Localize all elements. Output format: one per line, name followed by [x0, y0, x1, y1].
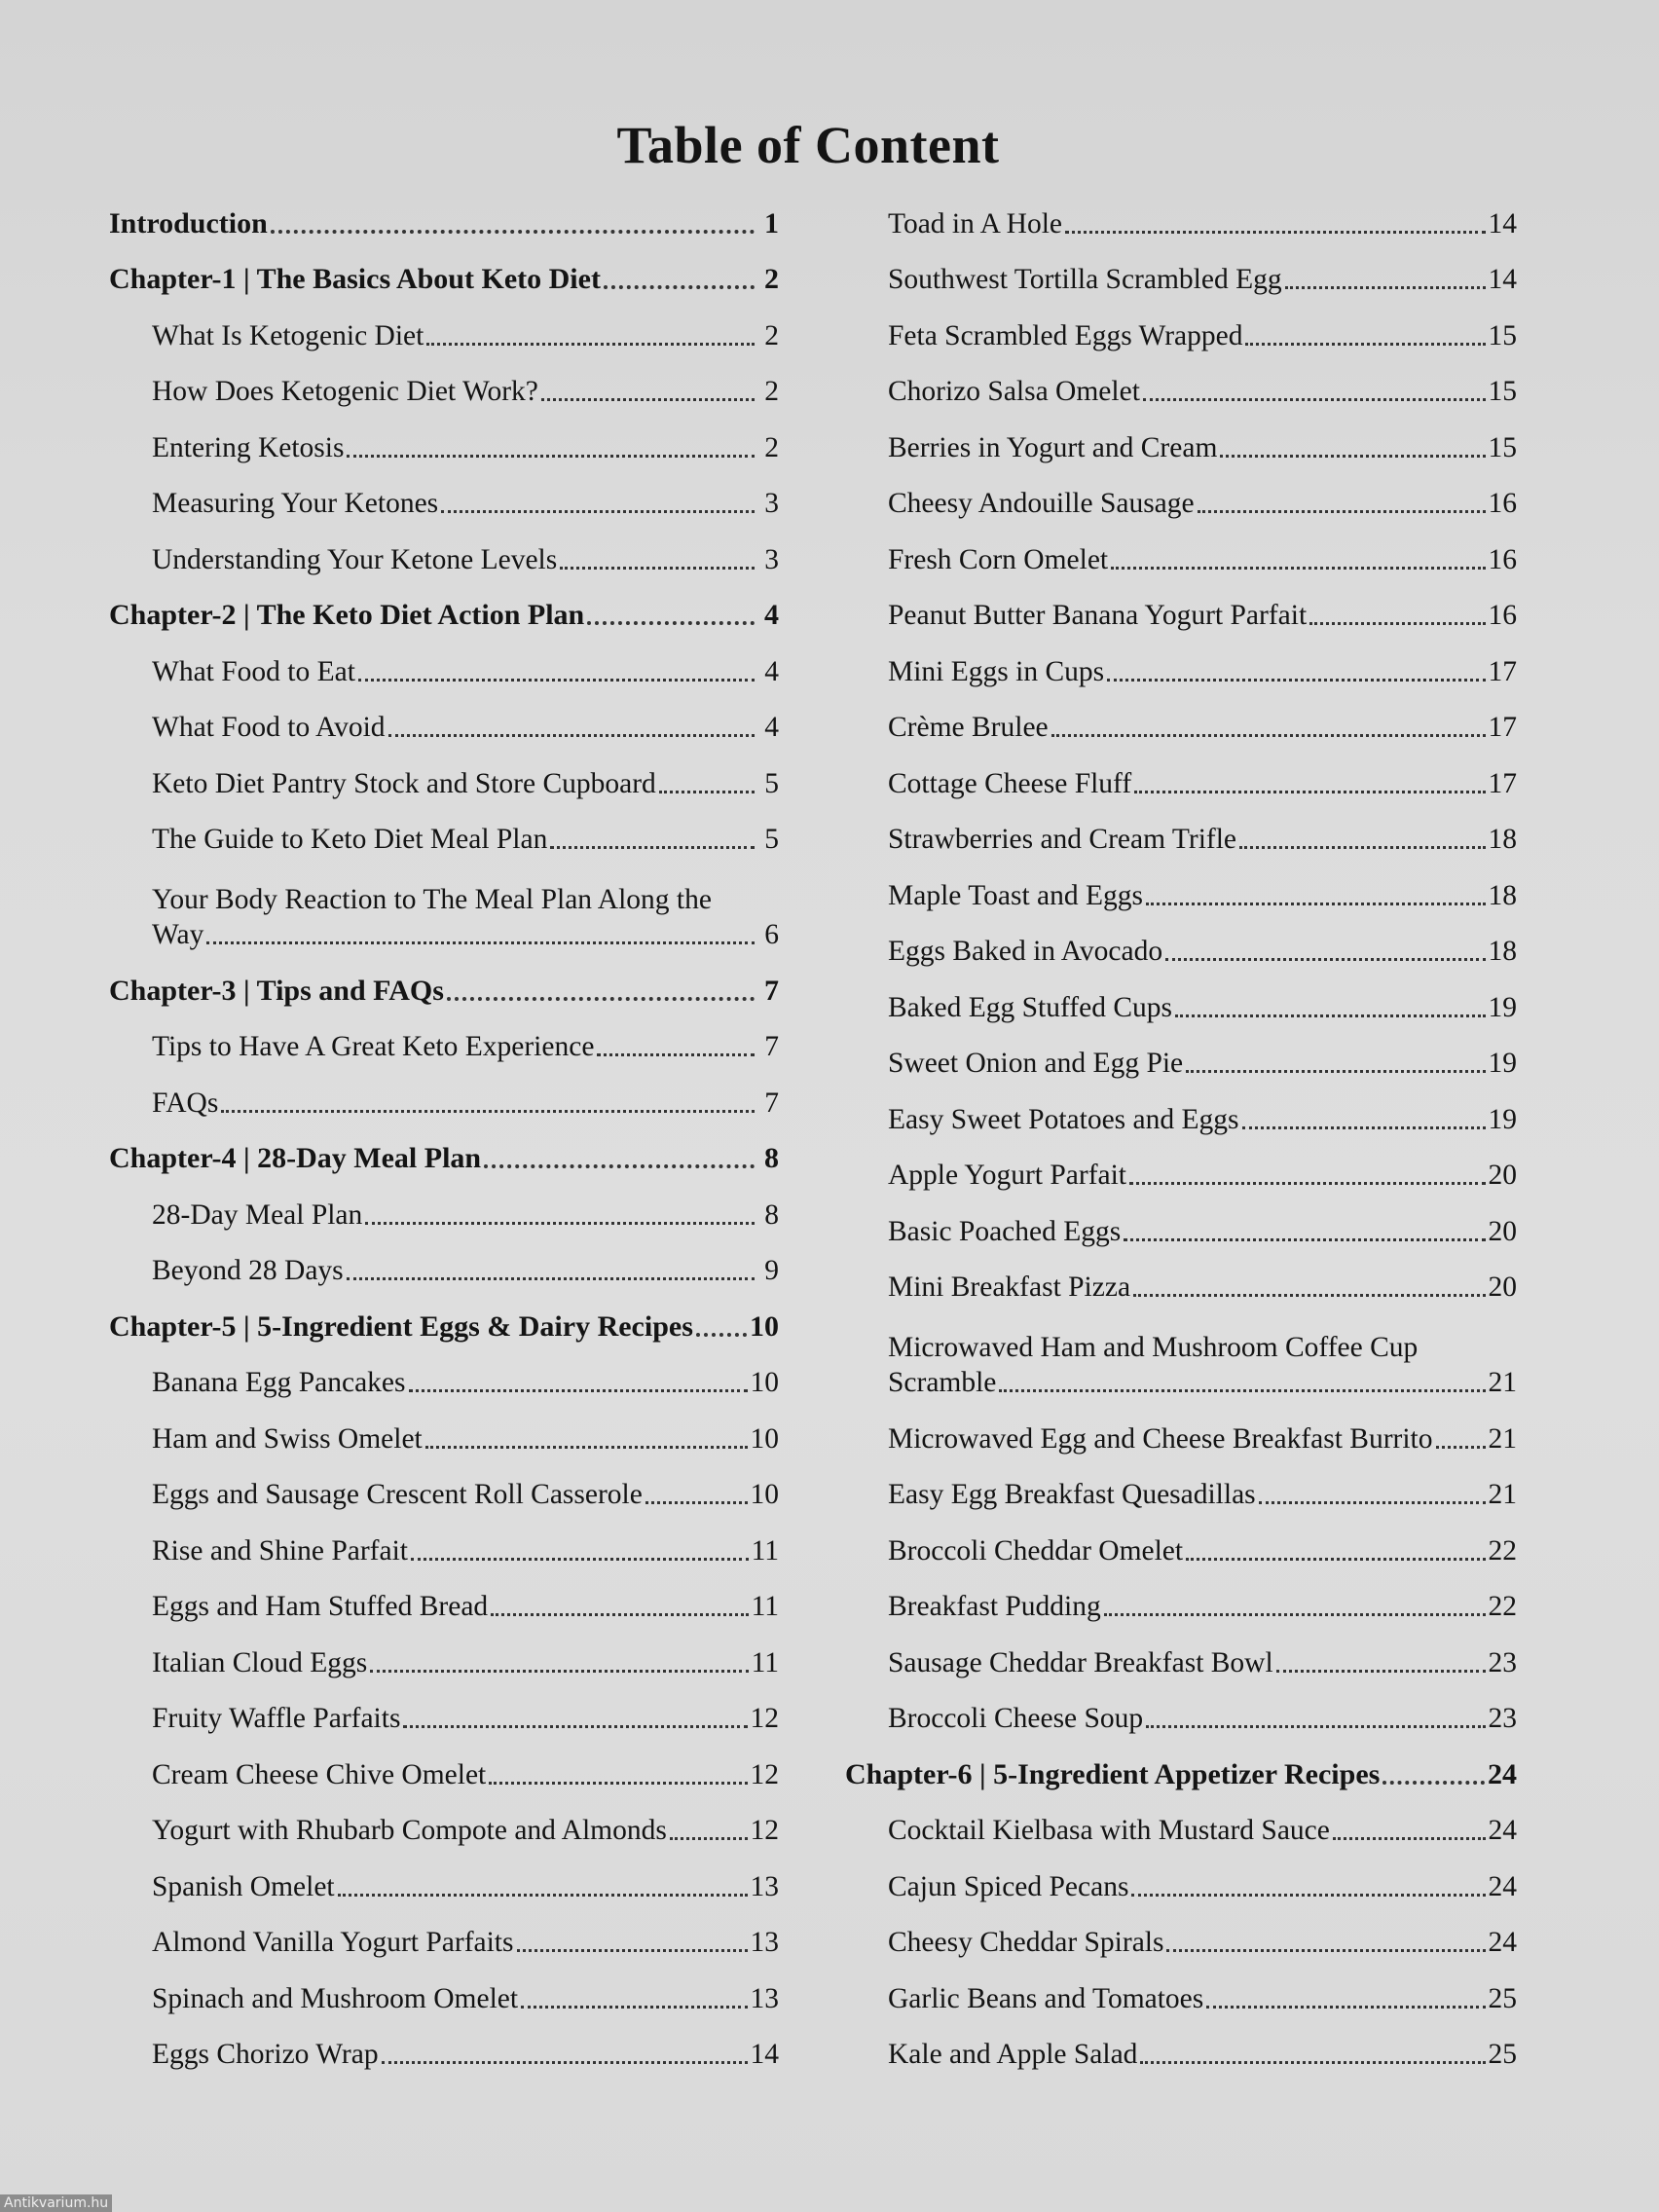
toc-entry-label: Chapter-6 | 5-Ingredient Appetizer Recipes [845, 1757, 1381, 1790]
toc-page-number: 15 [1488, 376, 1517, 407]
dot-leader [1051, 734, 1486, 737]
toc-entry-label-cont: Way [152, 919, 204, 950]
dot-leader [1104, 1613, 1486, 1616]
dot-leader [388, 734, 755, 737]
toc-page-number: 10 [750, 1367, 779, 1398]
dot-leader [1382, 1781, 1485, 1785]
toc-entry [109, 1176, 779, 1233]
toc-entry [845, 1568, 1517, 1625]
dot-leader [447, 997, 755, 1001]
toc-page-number: 20 [1488, 1160, 1517, 1191]
toc-entry-label: Berries in Yogurt and Cream [888, 431, 1218, 463]
toc-entry [109, 1456, 779, 1513]
dot-leader [365, 1222, 755, 1225]
toc-entry [109, 1680, 779, 1737]
toc-page-number: 12 [750, 1703, 779, 1734]
dot-leader [1242, 1126, 1486, 1129]
toc-entry-label: Easy Sweet Potatoes and Eggs [888, 1103, 1239, 1135]
toc-page-number: 24 [1488, 1815, 1517, 1846]
toc-page-number: 7 [764, 1087, 779, 1119]
toc-page-number: 3 [764, 543, 779, 575]
dot-leader [1239, 846, 1485, 849]
toc-entry-label-cont: Scramble [888, 1367, 997, 1398]
toc-page-number: 24 [1488, 1757, 1517, 1790]
toc-entry [109, 353, 779, 410]
toc-page-number: 2 [764, 319, 779, 351]
toc-entry-label: Microwaved Ham and Mushroom Coffee Cup [888, 1332, 1419, 1363]
toc-page-number: 11 [751, 1534, 779, 1567]
toc-page-number: 22 [1488, 1591, 1517, 1622]
toc-page-number: 14 [750, 2039, 779, 2070]
dot-leader [1166, 1949, 1485, 1952]
toc-entry-label: Easy Egg Breakfast Quesadillas [888, 1479, 1256, 1510]
toc-entry-label: Breakfast Pudding [888, 1591, 1101, 1622]
toc-entry [845, 969, 1517, 1025]
toc-page-number: 15 [1488, 319, 1517, 351]
toc-entry [845, 185, 1517, 241]
toc-page-number: 6 [764, 919, 779, 950]
dot-leader [1309, 622, 1485, 625]
toc-entry [845, 241, 1517, 298]
dot-leader [696, 1333, 747, 1337]
dot-leader [491, 1613, 748, 1616]
toc-entry [109, 745, 779, 801]
toc-page-number: 19 [1488, 1048, 1517, 1079]
toc-page-number: 20 [1488, 1215, 1517, 1247]
dot-leader [1245, 343, 1485, 346]
dot-leader [1175, 1014, 1486, 1017]
toc-entry [109, 801, 779, 858]
toc-page-number: 2 [764, 263, 779, 295]
toc-page-number: 4 [764, 712, 779, 743]
toc-page-number: 15 [1488, 431, 1517, 463]
toc-entry [845, 1624, 1517, 1680]
toc-entry-label: Apple Yogurt Parfait [888, 1160, 1127, 1191]
toc-entry-label: Chapter-5 | 5-Ingredient Eggs & Dairy Recipes [109, 1309, 693, 1343]
toc-entry [845, 857, 1517, 913]
toc-entry [845, 521, 1517, 577]
toc-entry-label: Broccoli Cheese Soup [888, 1703, 1144, 1734]
toc-page-number: 9 [764, 1255, 779, 1286]
dot-leader [1131, 1894, 1485, 1897]
toc-chapter-entry [845, 1736, 1517, 1792]
toc-entry [845, 1081, 1517, 1137]
toc-page-number: 24 [1488, 1927, 1517, 1958]
toc-entry-label: Cottage Cheese Fluff [888, 767, 1132, 799]
toc-entry [109, 2016, 779, 2073]
toc-entry-label: Introduction [109, 206, 268, 240]
toc-page-number: 22 [1488, 1534, 1517, 1567]
toc-page-number: 21 [1488, 1422, 1517, 1455]
toc-entry [845, 745, 1517, 801]
toc-page-number: 4 [764, 599, 779, 631]
toc-entry [109, 689, 779, 746]
toc-chapter-entry [109, 952, 779, 1009]
toc-entry [845, 1137, 1517, 1194]
toc-page-number: 23 [1488, 1646, 1517, 1678]
toc-entry [109, 1568, 779, 1625]
dot-leader [560, 567, 755, 570]
toc-entry [845, 1249, 1517, 1306]
toc-page-number: 23 [1488, 1703, 1517, 1734]
dot-leader [206, 941, 755, 944]
toc-entry-label: What Food to Eat [152, 655, 355, 687]
dot-leader [541, 398, 755, 401]
toc-page-number: 17 [1488, 712, 1517, 743]
toc-entry-label: Fruity Waffle Parfaits [152, 1703, 401, 1734]
toc-page-number: 20 [1488, 1272, 1517, 1303]
toc-entry-label: Maple Toast and Eggs [888, 879, 1144, 911]
toc-chapter-entry [109, 577, 779, 634]
dot-leader [221, 1110, 755, 1113]
toc-entry [109, 1009, 779, 1065]
toc-entry-label: Toad in A Hole [888, 207, 1063, 240]
toc-entry-label: Basic Poached Eggs [888, 1215, 1122, 1247]
toc-page-number: 24 [1488, 1870, 1517, 1902]
toc-entry [109, 1064, 779, 1121]
toc-page-number: 13 [750, 1982, 779, 2014]
toc-entry-label: Understanding Your Ketone Levels [152, 543, 558, 575]
toc-entry-label: Beyond 28 Days [152, 1255, 344, 1286]
dot-leader [347, 455, 755, 458]
toc-entry-label: Southwest Tortilla Scrambled Egg [888, 264, 1282, 295]
dot-leader [1436, 1446, 1486, 1449]
toc-page-number: 19 [1488, 991, 1517, 1023]
toc-entry-label: Cream Cheese Chive Omelet [152, 1758, 487, 1790]
dot-leader [521, 2006, 747, 2009]
dot-leader [659, 791, 755, 793]
toc-page-number: 16 [1488, 600, 1517, 631]
toc-entry [109, 633, 779, 689]
toc-entry [845, 465, 1517, 522]
dot-leader [1107, 679, 1485, 682]
toc-entry [845, 801, 1517, 858]
toc-entry [109, 1512, 779, 1568]
toc-page-number: 17 [1488, 767, 1517, 799]
toc-page-number: 25 [1488, 2039, 1517, 2070]
toc-page-number: 11 [751, 1591, 779, 1622]
toc-entry [845, 913, 1517, 970]
toc-entry [109, 521, 779, 577]
toc-right-column [845, 185, 1517, 2072]
dot-leader [1259, 1501, 1486, 1504]
toc-entry-label: Mini Eggs in Cups [888, 655, 1105, 687]
toc-left-column [109, 185, 779, 2072]
toc-page-number: 5 [764, 767, 779, 799]
toc-entry-label: Entering Ketosis [152, 431, 345, 463]
toc-entry [109, 465, 779, 522]
toc-entry [109, 1400, 779, 1456]
dot-leader [1146, 1725, 1485, 1728]
dot-leader [441, 510, 755, 513]
dot-leader [999, 1389, 1485, 1392]
dot-leader [1124, 1238, 1485, 1241]
toc-page-number: 10 [750, 1309, 779, 1343]
toc-entry-label: Rise and Shine Parfait [152, 1534, 408, 1567]
toc-entry-label: Microwaved Egg and Cheese Breakfast Burrito [888, 1422, 1433, 1455]
dot-leader [1140, 2061, 1485, 2064]
toc-page-number: 16 [1488, 488, 1517, 519]
dot-leader [597, 1053, 755, 1056]
dot-leader [338, 1894, 748, 1897]
toc-page-number: 25 [1488, 1982, 1517, 2014]
toc-page-number: 16 [1488, 543, 1517, 575]
toc-entry [109, 857, 779, 952]
toc-entry [845, 409, 1517, 465]
dot-leader [1198, 510, 1486, 513]
dot-leader [1285, 286, 1486, 289]
toc-page-number: 7 [764, 1031, 779, 1062]
dot-leader [1065, 231, 1485, 234]
toc-entry-label: Cajun Spiced Pecans [888, 1870, 1129, 1902]
toc-entry [845, 1512, 1517, 1568]
page-title: Table of Content [616, 116, 1000, 174]
toc-entry-label: Baked Egg Stuffed Cups [888, 991, 1172, 1023]
toc-entry-continuation [888, 1365, 1517, 1400]
toc-page-number: 5 [764, 824, 779, 855]
dot-leader [1186, 1070, 1485, 1073]
toc-page-number: 2 [764, 431, 779, 463]
toc-entry-label: How Does Ketogenic Diet Work? [152, 376, 538, 407]
toc-entry [845, 1025, 1517, 1082]
dot-leader [489, 1782, 747, 1785]
dot-leader [645, 1501, 748, 1504]
dot-leader [425, 1446, 748, 1449]
toc-entry-label: What Is Ketogenic Diet [152, 319, 424, 351]
dot-leader [403, 1725, 747, 1728]
toc-page-number: 17 [1488, 655, 1517, 687]
toc-entry [109, 1960, 779, 2016]
dot-leader [1134, 791, 1485, 793]
toc-page-number: 10 [750, 1422, 779, 1455]
toc-entry [109, 1792, 779, 1849]
toc-chapter-entry [109, 1288, 779, 1345]
toc-entry-label: Tips to Have A Great Keto Experience [152, 1031, 595, 1062]
toc-entry [845, 633, 1517, 689]
toc-entry-label: What Food to Avoid [152, 712, 386, 743]
dot-leader [484, 1164, 755, 1168]
toc-page-number: 10 [750, 1479, 779, 1510]
toc-entry-label: Cocktail Kielbasa with Mustard Sauce [888, 1815, 1330, 1846]
toc-page-number: 12 [750, 1758, 779, 1790]
toc-entry [845, 1305, 1517, 1400]
toc-entry-label: Garlic Beans and Tomatoes [888, 1982, 1204, 2014]
toc-page-number: 8 [764, 1198, 779, 1231]
toc-entry-label: Ham and Swiss Omelet [152, 1422, 423, 1455]
dot-leader [1133, 1294, 1485, 1297]
dot-leader [1111, 567, 1485, 570]
toc-page-number: 12 [750, 1815, 779, 1846]
toc-entry [109, 409, 779, 465]
dot-leader [550, 846, 755, 849]
toc-entry-label: Feta Scrambled Eggs Wrapped [888, 319, 1243, 351]
toc-entry-label: Broccoli Cheddar Omelet [888, 1534, 1184, 1567]
toc-entry [845, 1904, 1517, 1961]
toc-entry-label: Fresh Corn Omelet [888, 543, 1109, 575]
toc-entry-label: Eggs Chorizo Wrap [152, 2039, 379, 2070]
toc-entry [109, 1233, 779, 1289]
toc-entry [109, 1345, 779, 1401]
toc-page-number: 18 [1488, 824, 1517, 855]
toc-entry-label: Sweet Onion and Egg Pie [888, 1048, 1184, 1079]
toc-page-number: 11 [751, 1646, 779, 1678]
toc-entry [109, 1904, 779, 1961]
toc-page-number: 2 [764, 376, 779, 407]
toc-entry-label: Chapter-3 | Tips and FAQs [109, 974, 444, 1007]
dot-leader [1165, 958, 1485, 961]
dot-leader [1143, 398, 1486, 401]
toc-entry [845, 1456, 1517, 1513]
dot-leader [1220, 455, 1485, 458]
toc-page-number: 14 [1488, 207, 1517, 240]
toc-entry-label: Chorizo Salsa Omelet [888, 376, 1140, 407]
toc-entry-label: Almond Vanilla Yogurt Parfaits [152, 1927, 514, 1958]
toc-entry-label: Your Body Reaction to The Meal Plan Along the [152, 884, 712, 915]
toc-entry [109, 1736, 779, 1792]
toc-entry [845, 1792, 1517, 1849]
toc-entry-label: Strawberries and Cream Trifle [888, 824, 1237, 855]
toc-entry [845, 1680, 1517, 1737]
toc-entry-label: Sausage Cheddar Breakfast Bowl [888, 1646, 1273, 1678]
toc-entry-label: Peanut Butter Banana Yogurt Parfait [888, 600, 1308, 631]
dot-leader [1129, 1182, 1485, 1185]
toc-entry-label: Yogurt with Rhubarb Compote and Almonds [152, 1815, 667, 1846]
toc-entry-label: 28-Day Meal Plan [152, 1198, 363, 1231]
dot-leader [1333, 1837, 1486, 1840]
toc-entry-label: Spanish Omelet [152, 1870, 335, 1902]
toc-entry-label: Cheesy Cheddar Spirals [888, 1927, 1164, 1958]
toc-page-number: 14 [1488, 264, 1517, 295]
dot-leader [1146, 903, 1485, 905]
toc-entry-label: Crème Brulee [888, 712, 1049, 743]
toc-page-number: 19 [1488, 1103, 1517, 1135]
dot-leader [587, 621, 755, 625]
dot-leader [271, 230, 755, 234]
dot-leader [426, 343, 755, 346]
toc-page-number: 21 [1488, 1367, 1517, 1398]
toc-page-number: 18 [1488, 936, 1517, 967]
dot-leader [370, 1670, 748, 1673]
toc-chapter-entry [109, 1121, 779, 1177]
toc-entry [845, 1193, 1517, 1249]
dot-leader [604, 285, 755, 289]
toc-page-number: 8 [764, 1142, 779, 1174]
dot-leader [411, 1558, 749, 1561]
toc-entry [845, 1848, 1517, 1904]
dot-leader [1276, 1670, 1486, 1673]
toc-entry-label: Chapter-1 | The Basics About Keto Diet [109, 263, 601, 295]
toc-entry-label: Banana Egg Pancakes [152, 1367, 406, 1398]
toc-entry [109, 1624, 779, 1680]
toc-entry-label: Chapter-4 | 28-Day Meal Plan [109, 1142, 482, 1174]
toc-entry [845, 297, 1517, 353]
toc-entry [845, 1400, 1517, 1456]
watermark: Antikvarium.hu [0, 2194, 112, 2212]
toc-entry-label: Eggs and Ham Stuffed Bread [152, 1591, 489, 1622]
toc-entry-label: The Guide to Keto Diet Meal Plan [152, 824, 548, 855]
dot-leader [1186, 1558, 1485, 1561]
dot-leader [347, 1277, 755, 1280]
toc-entry-label: Italian Cloud Eggs [152, 1646, 368, 1678]
toc-entry [109, 297, 779, 353]
toc-entry-label: Keto Diet Pantry Stock and Store Cupboard [152, 767, 656, 799]
toc-chapter-entry [109, 241, 779, 298]
toc-page-number: 4 [764, 655, 779, 687]
dot-leader [670, 1837, 748, 1840]
toc-entry-label: Cheesy Andouille Sausage [888, 488, 1195, 519]
dot-leader [517, 1949, 748, 1952]
dot-leader [409, 1389, 748, 1392]
toc-entry-label: Measuring Your Ketones [152, 488, 439, 519]
toc-entry-label: Chapter-2 | The Keto Diet Action Plan [109, 599, 585, 631]
dot-leader [382, 2061, 748, 2064]
toc-entry-label: Spinach and Mushroom Omelet [152, 1982, 519, 2014]
dot-leader [358, 679, 755, 682]
toc-entry-continuation [152, 917, 779, 952]
toc-page-number: 13 [750, 1927, 779, 1958]
toc-page-number: 3 [764, 488, 779, 519]
toc-entry [845, 1960, 1517, 2016]
toc-page-number: 21 [1488, 1479, 1517, 1510]
toc-page-number: 7 [764, 974, 779, 1007]
toc-entry [845, 577, 1517, 634]
toc-entry [109, 1848, 779, 1904]
toc-entry [845, 689, 1517, 746]
toc-page-number: 1 [764, 206, 779, 240]
toc-chapter-entry [109, 185, 779, 241]
toc-entry [845, 2016, 1517, 2073]
toc-entry-label: FAQs [152, 1087, 219, 1119]
toc-entry-label: Eggs and Sausage Crescent Roll Casserole [152, 1479, 643, 1510]
toc-page-number: 18 [1488, 879, 1517, 911]
toc-entry [845, 353, 1517, 410]
toc-page-number: 13 [750, 1870, 779, 1902]
dot-leader [1206, 2006, 1485, 2009]
toc-entry-label: Mini Breakfast Pizza [888, 1272, 1131, 1303]
toc-entry-label: Kale and Apple Salad [888, 2039, 1138, 2070]
toc-entry-label: Eggs Baked in Avocado [888, 936, 1163, 967]
